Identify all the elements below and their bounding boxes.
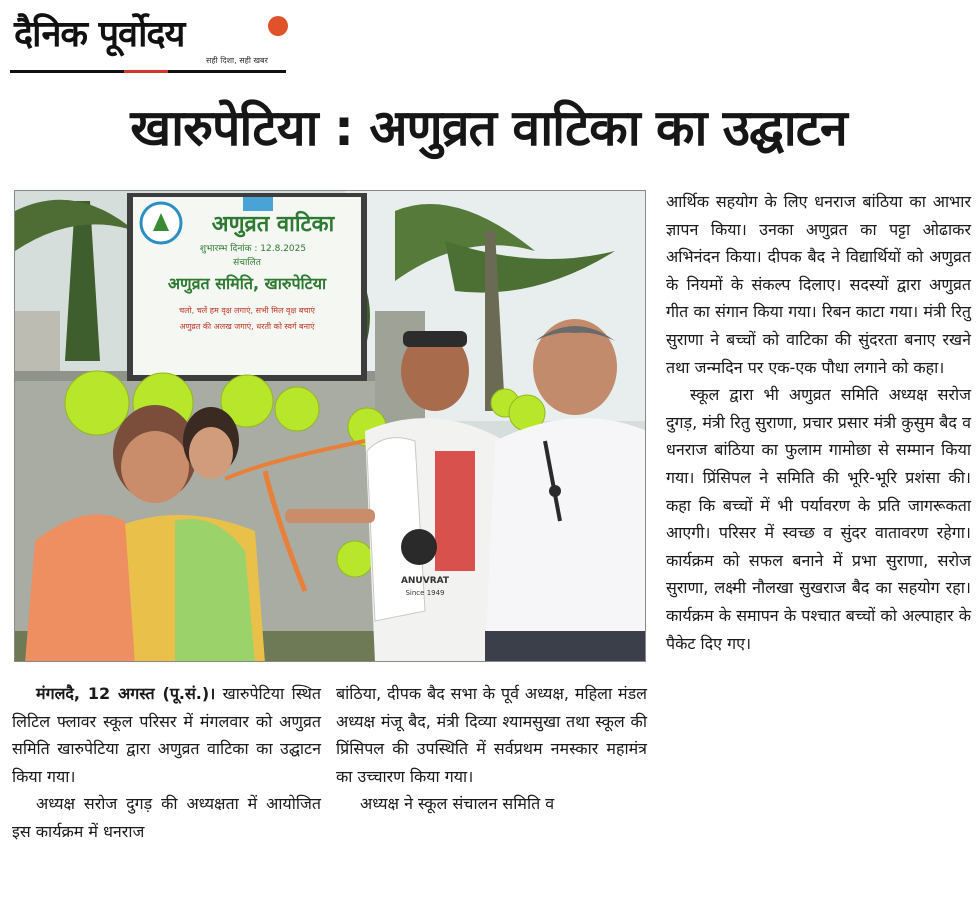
newspaper-logo: दैनिक पूर्वोदय [14, 14, 185, 55]
article-paragraph: अध्यक्ष ने स्कूल संचालन समिति व [360, 794, 555, 814]
board-title: अणुव्रत वाटिका [211, 212, 335, 237]
article-paragraph: स्कूल द्वारा भी अणुव्रत समिति अध्यक्ष सरोज दुगड़, मंत्री रितु सुराणा, प्रचार प्रसार मंत्री कुसुम बैद व धनराज बांठिया का फुलाम गामोछा से सम्मान किया गया। प्रिंसिपल ने समिति की भूरि-भूरि प्रशंसा की। कहा कि बच्चों में भी पर्यावरण के प्रति जागरूकता आएगी। परिसर में स्वच्छ व सुंदर वातावरण रहेगा। कार्यक्रम को सफल बनाने में प्रभा सुराणा, सरोज सुराणा, लक्ष्मी नौलखा सुखराज बैद का सहयोग रहा। कार्यक्रम के समापन के पश्चात बच्चों को अल्पाहार के पैकेट दिए गए। [666, 385, 971, 653]
article-paragraph [12, 680, 321, 790]
dateline: मंगलदै, 12 अगस्त (पू.सं.)। [36, 684, 216, 703]
newspaper-tagline: सही दिशा, सही खबर [206, 56, 268, 65]
article-paragraph: आर्थिक सहयोग के लिए धनराज बांठिया का आभार ज्ञापन किया। उनका अणुव्रत का पट्टा ओढाकर अभिनंदन किया। दीपक बैद ने विद्यार्थियों को अणुव्रत के नियमों के संकल्प दिलाए। सदस्यों द्वारा अणुव्रत गीत का संगान किया गया। रिबन काटा गया। मंत्री रितु सुराणा ने बच्चों को वाटिका की सुंदरता बनाए रखने तथा जन्मदिन पर एक-एक पौधा लगाने को कहा। [666, 192, 971, 377]
lead-text: खारुपेटिया स्थित लिटिल फ्लावर स्कूल परिसर में मंगलवार को अणुव्रत समिति खारुपेटिया द्वारा अणुव्रत वाटिका का उद्घाटन किया गया। [12, 684, 321, 786]
board-slogan-2: अणुव्रत की अलख जगाएं, धरती को स्वर्ग बनाएं [179, 322, 315, 331]
board-sanchalit: संचालित [233, 258, 261, 268]
article-column-right [666, 188, 971, 657]
masthead-red-rule [124, 70, 168, 73]
badge-since: Since 1949 [405, 589, 445, 597]
article-paragraph: अध्यक्ष सरोज दुगड़ की अध्यक्षता में आयोजित इस कार्यक्रम में धनराज [12, 794, 321, 841]
headline: खारुपेटिया : अणुव्रत वाटिका का उद्घाटन [130, 99, 847, 157]
article-column-1 [12, 680, 321, 846]
board-samiti: अणुव्रत समिति, खारुपेटिया [167, 274, 327, 293]
board-slogan-1: चलो, चलें हम वृक्ष लगाएं, सभी मिल वृक्ष बचाएं [179, 306, 315, 315]
article-paragraph: बांठिया, दीपक बैद सभा के पूर्व अध्यक्ष, महिला मंडल अध्यक्ष मंजू बैद, मंत्री दिव्या श्यामसुखा तथा स्कूल की प्रिंसिपल की उपस्थिति में सर्वप्रथम नमस्कार महामंत्र का उच्चारण किया गया। [336, 684, 647, 786]
article-column-2 [336, 680, 647, 818]
masthead [10, 6, 286, 76]
board-date: शुभारम्भ दिनांक : 12.8.2025 [199, 244, 307, 254]
badge-text: ANUVRAT [400, 576, 450, 586]
news-photo [14, 190, 646, 662]
logo-dot-icon [268, 16, 288, 36]
